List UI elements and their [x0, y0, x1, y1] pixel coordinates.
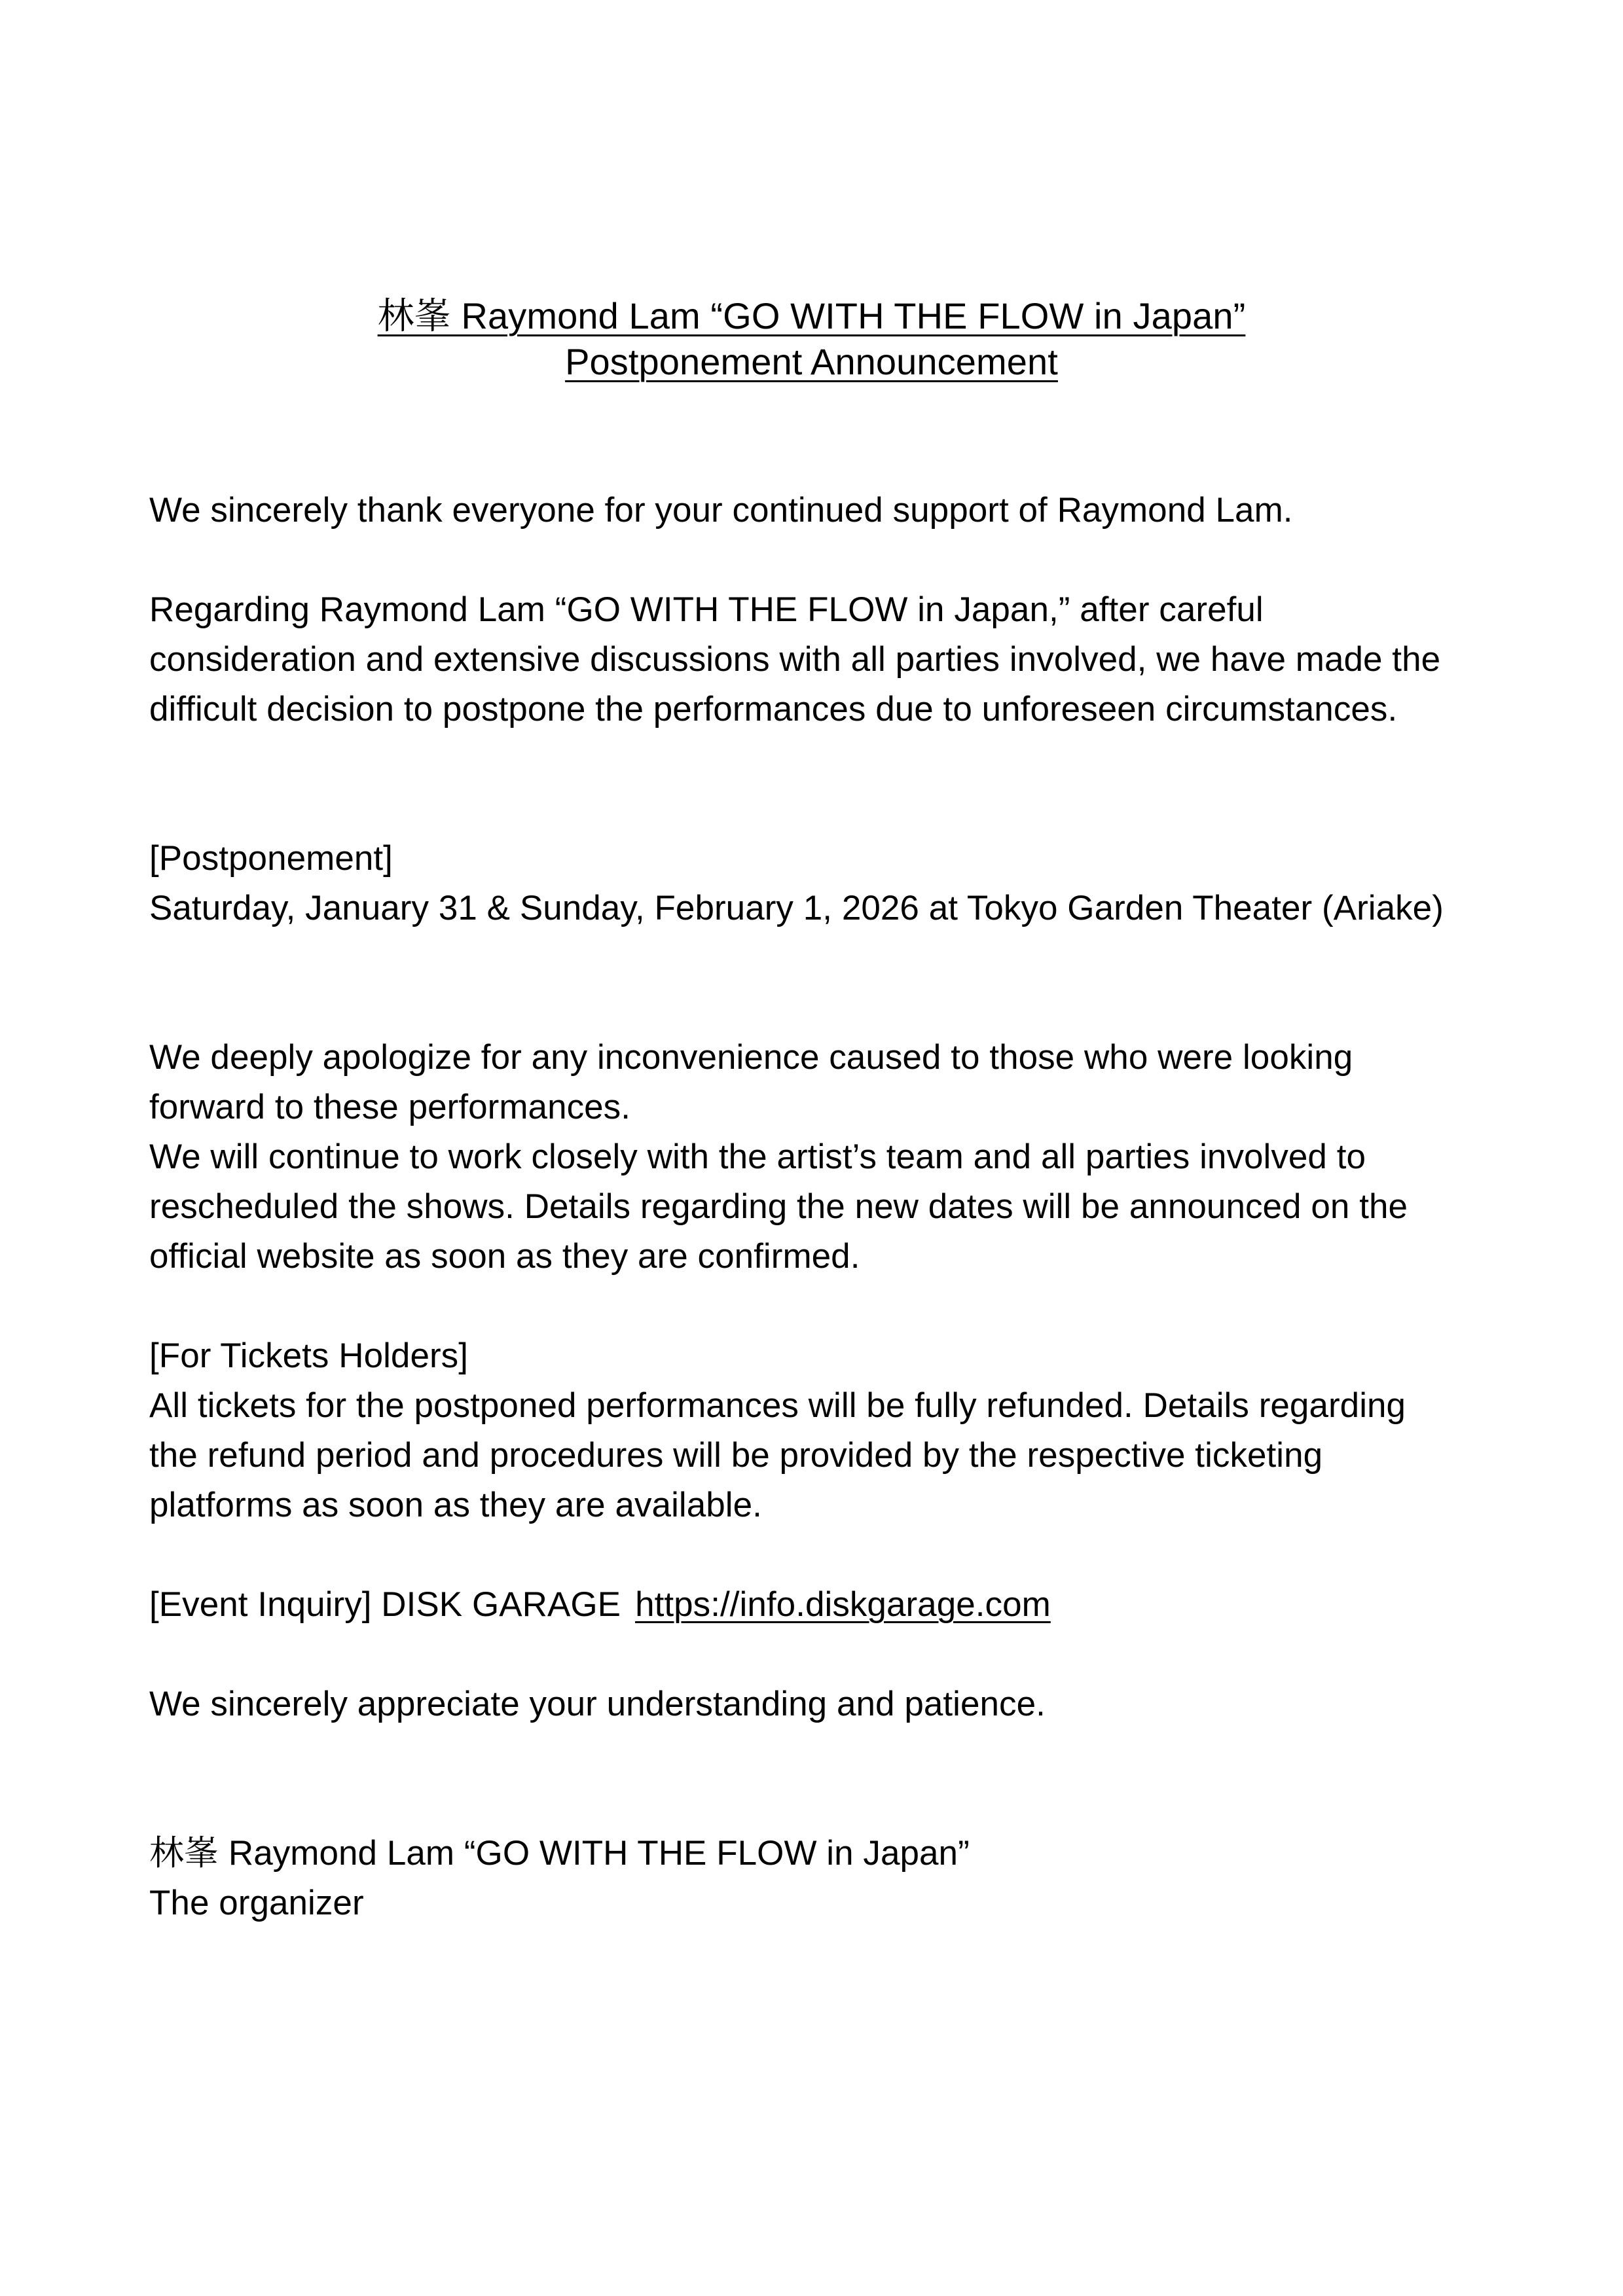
- page-title: [0, 293, 1623, 385]
- event-inquiry-line: [149, 1580, 1449, 1630]
- postponement-heading: [Postponement]: [149, 839, 393, 878]
- document-body: [149, 486, 1449, 1928]
- signature-line-1: 林峯 Raymond Lam “GO WITH THE FLOW in Japan”: [149, 1834, 970, 1873]
- apology-paragraph-1: We deeply apologize for any inconvenience caused to those who were looking forward to these performances.: [149, 1038, 1363, 1126]
- spacer: [149, 734, 1449, 834]
- title-line-1: [0, 293, 1623, 339]
- ticket-holders-body: All tickets for the postponed performances will be fully refunded. Details regarding the refund period and procedures will be provided by the respective ticketing platforms as soon as they are available.: [149, 1386, 1415, 1524]
- spacer: [149, 1729, 1449, 1829]
- title-line-2-text: Postponement Announcement: [565, 341, 1058, 382]
- spacer: [149, 1530, 1449, 1580]
- apology-paragraph-2: We will continue to work closely with the artist’s team and all parties involved to rescheduled the shows. Details regarding the new dates will be announced on the official website as soon as they are confirmed.: [149, 1138, 1417, 1276]
- title-line-2: [0, 339, 1623, 385]
- intro-paragraph: We sincerely thank everyone for your continued support of Raymond Lam.: [149, 491, 1293, 529]
- event-inquiry-link[interactable]: https://info.diskgarage.com: [635, 1585, 1051, 1624]
- signature-line-2: The organizer: [149, 1884, 364, 1922]
- reason-paragraph: Regarding Raymond Lam “GO WITH THE FLOW in Japan,” after careful consideration and extensive discussions with all parties involved, we have made the difficult decision to postpone the performances due to unforeseen circumstances.: [149, 590, 1450, 728]
- ticket-holders-heading: [For Tickets Holders]: [149, 1336, 469, 1375]
- event-inquiry-label: [Event Inquiry] DISK GARAGE: [149, 1585, 621, 1624]
- spacer: [149, 933, 1449, 1033]
- closing-paragraph: We sincerely appreciate your understanding and patience.: [149, 1685, 1046, 1723]
- spacer: [149, 1630, 1449, 1679]
- spacer: [149, 535, 1449, 585]
- spacer: [149, 1282, 1449, 1331]
- postponement-details: Saturday, January 31 & Sunday, February 1, 2026 at Tokyo Garden Theater (Ariake): [149, 889, 1444, 927]
- title-line-1-text: 林峯 Raymond Lam “GO WITH THE FLOW in Japan”: [377, 295, 1246, 336]
